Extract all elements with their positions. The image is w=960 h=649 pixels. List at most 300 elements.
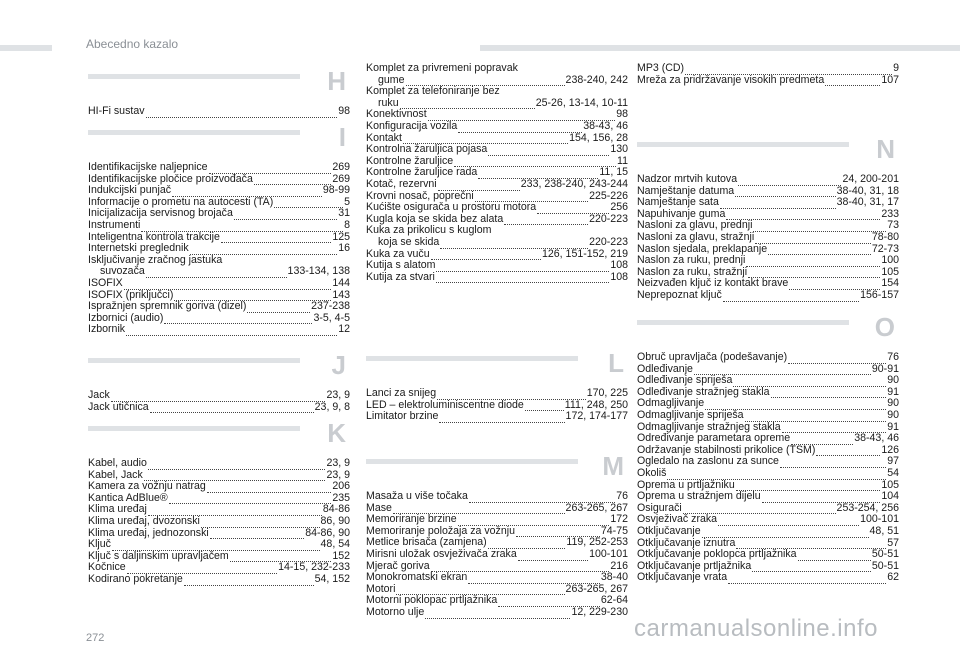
entry-label: Lanci za snijeg: [366, 387, 437, 399]
entry-list: [366, 388, 628, 423]
entry-label: ISOFIX: [88, 276, 123, 289]
entry-label: Motori: [366, 582, 396, 595]
index-entry: [637, 572, 899, 584]
entry-label: Izbornik: [88, 323, 126, 336]
entry-leader-dots: [254, 176, 331, 185]
entry-page-ref: 62: [887, 571, 899, 584]
entry-page-ref: 111, 248, 250: [564, 398, 628, 411]
index-section-i: [88, 122, 350, 336]
entry-page-ref: 76: [616, 490, 628, 502]
entry-label: Kabel, Jack: [88, 468, 143, 481]
entry-leader-dots: [753, 223, 886, 232]
index-section-continued: [637, 63, 899, 86]
entry-label: Osvježivač zraka: [637, 513, 718, 526]
entry-label: Otključavanje vrata: [637, 571, 728, 584]
entry-label: Isključivanje zračnog jastuka: [88, 253, 223, 266]
entry-page-ref: 100-101: [860, 513, 899, 526]
header-bar-left: [0, 45, 52, 51]
entry-label: Memoriranje položaja za vožnju: [366, 524, 515, 537]
section-divider: [88, 130, 300, 135]
section-header: [88, 66, 350, 106]
entry-leader-dots: [771, 389, 887, 398]
entry-page-ref: 126, 151-152, 219: [541, 247, 628, 260]
entry-list: [637, 174, 899, 302]
entry-leader-dots: [274, 199, 343, 208]
index-entry: [88, 458, 350, 470]
entry-leader-dots: [728, 575, 886, 584]
entry-page-ref: 8: [344, 218, 350, 231]
index-entry: [366, 260, 628, 272]
index-entry: [88, 324, 350, 336]
entry-label: Motorno ulje: [366, 605, 425, 618]
entry-page-ref: 97: [887, 455, 899, 468]
entry-label: Neizvađen ključ iz kontakt brave: [637, 277, 789, 290]
entry-label: Kutija za stvari: [366, 270, 435, 283]
index-entry: [637, 232, 899, 244]
header-title: Abecedno kazalo: [86, 37, 179, 51]
entry-label: Mirisni uložak osvježivača zraka: [366, 547, 517, 560]
section-letter: L: [608, 348, 624, 378]
entry-page-ref: 233, 238-240, 243-244: [520, 177, 628, 190]
entry-page-ref: 100: [881, 254, 899, 267]
entry-label: Izbornici (audio): [88, 311, 164, 324]
entry-leader-dots: [504, 216, 588, 225]
section-divider: [88, 426, 300, 431]
entry-page-ref: 220-223: [589, 235, 628, 248]
entry-label: Kantica AdBlue®: [88, 491, 168, 504]
entry-page-ref: 125: [332, 230, 350, 243]
entry-leader-dots: [454, 158, 616, 167]
entry-list: [88, 162, 350, 336]
index-entry: [637, 526, 899, 538]
entry-leader-dots: [780, 459, 886, 468]
entry-page-ref: 78-80: [871, 230, 899, 243]
entry-label: Namještanje datuma: [637, 184, 735, 197]
entry-page-ref: 50-51: [871, 548, 899, 561]
entry-page-ref: 238-240, 242: [565, 73, 628, 86]
entry-page-ref: 57: [887, 536, 899, 549]
entry-label: Nasloni za glavu, stražnji: [637, 230, 755, 243]
entry-page-ref: 133-134, 138: [287, 265, 350, 278]
entry-label: Kontakt: [366, 131, 402, 144]
section-letter: K: [327, 418, 346, 448]
entry-page-ref: 105: [881, 478, 899, 491]
entry-label: Mase: [366, 501, 392, 514]
entry-page-ref: 12: [338, 323, 350, 336]
index-entry: [637, 468, 899, 480]
entry-leader-dots: [201, 519, 320, 528]
entry-leader-dots: [825, 77, 880, 86]
entry-leader-dots: [723, 293, 859, 302]
entry-label: LED – elektroluminiscentne diode: [366, 398, 524, 411]
entry-label: Komplet za privremeni popravak: [366, 62, 518, 74]
entry-page-ref: 54, 152: [314, 572, 350, 585]
entry-page-ref: 172, 174-177: [565, 410, 628, 423]
entry-page-ref: 23, 9: [326, 457, 350, 469]
entry-label: Otključavanje prtljažnika: [637, 559, 752, 572]
index-entry: [88, 574, 350, 586]
entry-label: Odmagljivanje: [637, 397, 705, 410]
entry-label: Naslon za ruku, prednji: [637, 254, 746, 267]
entry-page-ref: 269: [332, 172, 350, 185]
entry-label: Kotač, rezervni: [366, 177, 437, 190]
entry-label: Kodirano pokretanje: [88, 572, 183, 585]
entry-label: Kuka za vuču: [366, 247, 430, 260]
index-entry: [88, 390, 350, 402]
entry-page-ref: 54: [887, 466, 899, 479]
index-entry: [366, 202, 628, 214]
entry-page-ref: 91: [887, 420, 899, 433]
section-header: [637, 312, 899, 352]
entry-label: Ključ s daljinskim upravljačem: [88, 549, 229, 562]
entry-page-ref: 152: [332, 549, 350, 562]
entry-label: Nadzor mrtvih kutova: [637, 173, 738, 185]
index-entry: [366, 572, 628, 584]
index-entry: [366, 179, 628, 191]
entry-leader-dots: [425, 610, 570, 619]
entry-label: Jack: [88, 389, 110, 401]
entry-label: Ogledalo na zaslonu za sunce: [637, 455, 779, 468]
section-letter: M: [602, 451, 624, 481]
entry-label: Održavanje stabilnosti prikolice (TSM): [637, 443, 816, 456]
entry-label: Mjerač goriva: [366, 559, 430, 572]
index-section-o: [637, 312, 899, 584]
entry-page-ref: 25-26, 13-14, 10-11: [535, 96, 628, 109]
entry-leader-dots: [746, 258, 880, 267]
entry-label: Ključ: [88, 538, 111, 551]
index-entry: [637, 410, 899, 422]
entry-label: Informacije o prometu na autocesti (TA): [88, 195, 274, 208]
index-entry: [366, 144, 628, 156]
entry-label: Kabel, audio: [88, 457, 147, 469]
entry-label: Neprepoznat ključ: [637, 288, 722, 301]
index-entry: [637, 290, 899, 302]
entry-leader-dots: [184, 577, 314, 586]
entry-leader-dots: [431, 251, 541, 260]
entry-page-ref: 130: [610, 143, 628, 156]
entry-page-ref: 23, 9: [326, 389, 350, 401]
entry-label: Kutija s alatom: [366, 259, 436, 272]
entry-page-ref: 100-101: [589, 547, 628, 560]
entry-leader-dots: [768, 246, 871, 255]
entry-page-ref: 225-226: [589, 189, 628, 202]
entry-page-ref: 91: [887, 385, 899, 398]
entry-page-ref: 38-43, 46: [854, 432, 899, 445]
entry-list: [637, 352, 899, 584]
entry-page-ref: 14-15, 232-233: [278, 561, 350, 574]
index-entry: [637, 63, 899, 75]
section-divider: [366, 356, 578, 361]
entry-page-ref: 72-73: [871, 242, 899, 255]
entry-label: Kućište osigurača u prostoru motora: [366, 201, 537, 214]
entry-page-ref: 216: [610, 559, 628, 572]
entry-page-ref: 50-51: [871, 559, 899, 572]
entry-page-ref: 48, 54: [320, 538, 350, 551]
entry-label: Kugla koja se skida bez alata: [366, 212, 504, 225]
index-entry: [88, 301, 350, 313]
entry-leader-dots: [210, 530, 305, 539]
entry-label: Motorni poklopac prtljažnika: [366, 594, 498, 607]
entry-page-ref: 263-265, 267: [565, 501, 628, 514]
index-entry: [366, 237, 628, 249]
index-entry: [637, 75, 899, 87]
index-entry: [637, 456, 899, 468]
entry-label: Internetski preglednik: [88, 242, 189, 255]
entry-page-ref: 73: [887, 219, 899, 232]
section-letter: O: [874, 312, 895, 342]
entry-leader-dots: [126, 327, 337, 336]
entry-label: Inicijalizacija servisnog brojača: [88, 207, 233, 220]
index-section-h: [88, 66, 350, 118]
index-entry: [637, 352, 899, 364]
section-divider: [637, 142, 849, 147]
entry-label: Napuhivanje guma: [637, 207, 726, 220]
entry-page-ref: 74-75: [600, 524, 628, 537]
entry-label: Odmagljivanje stražnjeg stakla: [637, 420, 781, 433]
entry-label: Kočnice: [88, 561, 126, 574]
entry-page-ref: 48, 51: [869, 524, 899, 537]
entry-label: Komplet za telefoniranje bez: [366, 85, 500, 98]
entry-page-ref: 16: [338, 242, 350, 255]
index-entry: [88, 243, 350, 255]
entry-leader-dots: [718, 517, 859, 526]
entry-label: ruku: [378, 96, 399, 109]
index-entry: [88, 313, 350, 325]
index-entry: [366, 63, 628, 75]
entry-page-ref: 126: [881, 443, 899, 456]
entry-page-ref: 86, 90: [320, 514, 350, 527]
entry-page-ref: 62-64: [600, 594, 628, 607]
section-letter: J: [331, 350, 346, 380]
index-entry: [366, 411, 628, 423]
entry-label: Memoriranje brzine: [366, 513, 457, 526]
section-divider: [88, 358, 300, 363]
entry-label: Klima uređaj, jednozonski: [88, 526, 209, 539]
entry-leader-dots: [221, 234, 331, 243]
index-entry: [88, 528, 350, 540]
section-header: [637, 134, 899, 174]
entry-leader-dots: [798, 552, 871, 561]
entry-label: Klima uređaj, dvozonski: [88, 514, 200, 527]
entry-label: Identifikacijske pločice proizvođača: [88, 172, 253, 185]
entry-page-ref: 76: [887, 351, 899, 363]
entry-label: Naslon za ruku, stražnji: [637, 265, 748, 278]
entry-page-ref: 38-40, 31, 17: [836, 196, 899, 209]
entry-label: Konektivnost: [366, 108, 427, 121]
entry-page-ref: 263-265, 267: [565, 582, 628, 595]
entry-page-ref: 220-223: [589, 212, 628, 225]
entry-label: Kontrolne žaruljice rada: [366, 166, 478, 179]
entry-page-ref: 11, 15: [599, 166, 628, 179]
entry-page-ref: 154, 156, 28: [569, 131, 628, 144]
entry-page-ref: 233: [881, 207, 899, 220]
entry-page-ref: 38-43, 46: [583, 119, 628, 132]
index-section-n: [637, 134, 899, 302]
entry-page-ref: 12, 229-230: [571, 605, 628, 618]
section-header: [88, 122, 350, 162]
entry-leader-dots: [720, 200, 836, 209]
entry-page-ref: 253-254, 256: [836, 501, 899, 514]
entry-label: Kamera za vožnju natrag: [88, 480, 206, 493]
entry-label: Otključavanje poklopca prtljažnika: [637, 548, 797, 561]
index-entry: [88, 539, 350, 551]
index-entry: [366, 491, 628, 503]
entry-label: Otključavanje: [637, 524, 701, 537]
entry-label: Kontrolne žaruljice: [366, 154, 454, 167]
entry-page-ref: 156-157: [860, 288, 899, 301]
entry-page-ref: 235: [332, 491, 350, 504]
index-entry: [366, 121, 628, 133]
entry-page-ref: 11: [617, 154, 628, 167]
entry-label: Jack utičnica: [88, 400, 149, 413]
entry-label: Inteligentna kontrola trakcije: [88, 230, 220, 243]
index-entry: [88, 402, 350, 414]
entry-page-ref: 38-40: [600, 571, 628, 584]
index-entry: [637, 174, 899, 186]
entry-page-ref: 237-238: [311, 300, 350, 313]
entry-page-ref: 107: [881, 73, 899, 86]
entry-label: koja se skida: [378, 235, 440, 248]
entry-label: Kontrolna žaruljica pojasa: [366, 143, 488, 156]
entry-label: Namještanje sata: [637, 196, 719, 209]
page-number: 272: [86, 632, 105, 644]
entry-label: Otključavanje iznutra: [637, 536, 736, 549]
index-section-l: [366, 348, 628, 423]
entry-label: Identifikacijske naljepnice: [88, 161, 208, 173]
entry-label: Krovni nosač, poprečni: [366, 189, 474, 202]
section-header: [88, 350, 350, 390]
entry-label: Oprema u prtljažniku: [637, 478, 735, 491]
entry-page-ref: 256: [610, 201, 628, 214]
watermark: carmanualsonline.info: [634, 615, 878, 642]
entry-leader-dots: [436, 274, 609, 283]
entry-label: Naslon sjedala, preklapanje: [637, 242, 768, 255]
entry-label: Monokromatski ekran: [366, 571, 468, 584]
entry-page-ref: 9: [893, 62, 899, 74]
section-letter: I: [338, 122, 346, 152]
entry-label: Metlice brisača (zamjena): [366, 536, 487, 549]
entry-leader-dots: [525, 402, 564, 411]
entry-label: Limitator brzine: [366, 410, 439, 423]
entry-page-ref: 154: [881, 277, 899, 290]
index-entry: [637, 433, 899, 445]
entry-leader-dots: [207, 484, 332, 493]
entry-leader-dots: [816, 447, 880, 456]
entry-leader-dots: [169, 495, 332, 504]
entry-label: Masaža u više točaka: [366, 490, 468, 502]
entry-label: Odleđivanje spriješa: [637, 374, 733, 387]
entry-page-ref: 98: [338, 105, 350, 117]
index-section-j: [88, 350, 350, 413]
entry-leader-dots: [234, 211, 337, 220]
index-entry: [637, 549, 899, 561]
entry-page-ref: 144: [332, 276, 350, 289]
entry-page-ref: 31: [338, 207, 350, 220]
index-section-m: [366, 451, 628, 619]
entry-leader-dots: [458, 124, 582, 133]
index-section-continued: [366, 63, 628, 283]
section-divider: [637, 320, 849, 325]
entry-page-ref: 170, 225: [586, 387, 628, 399]
index-entry: [366, 607, 628, 619]
entry-label: Odleđivanje stražnjeg stakla: [637, 385, 770, 398]
entry-label: Klima uređaj: [88, 503, 147, 516]
entry-page-ref: 206: [332, 480, 350, 493]
entry-page-ref: 119, 252-253: [566, 536, 628, 549]
header-bar-right: [480, 45, 960, 51]
entry-page-ref: 98: [616, 108, 628, 121]
entry-page-ref: 98-99: [322, 184, 350, 197]
entry-label: Određivanje parametara opreme: [637, 432, 791, 445]
entry-leader-dots: [150, 404, 314, 413]
entry-leader-dots: [738, 177, 841, 186]
entry-page-ref: 172: [610, 513, 628, 526]
index-entry: [88, 516, 350, 528]
entry-leader-dots: [164, 315, 312, 324]
entry-list: [366, 491, 628, 619]
index-entry: [88, 162, 350, 174]
entry-page-ref: 90-91: [871, 362, 899, 375]
entry-label: Obruč upravljača (podešavanje): [637, 351, 788, 363]
index-section-k: [88, 418, 350, 586]
entry-page-ref: 38-40, 31, 18: [836, 184, 899, 197]
entry-leader-dots: [755, 235, 871, 244]
entry-label: Indukcijski punjač: [88, 184, 172, 197]
entry-leader-dots: [488, 147, 609, 156]
entry-label: Instrumenti: [88, 218, 141, 231]
index-entry: [637, 255, 899, 267]
index-entry: [88, 266, 350, 278]
entry-page-ref: 3-5, 4-5: [313, 311, 350, 324]
entry-leader-dots: [735, 188, 835, 197]
entry-page-ref: 90: [887, 374, 899, 387]
index-entry: [366, 388, 628, 400]
entry-label: Konfiguracija vozila: [366, 119, 458, 132]
section-letter: H: [327, 66, 346, 96]
entry-page-ref: 84-86, 90: [305, 526, 350, 539]
entry-label: Kuka za prikolicu s kuglom: [366, 224, 492, 237]
entry-page-ref: 143: [332, 288, 350, 301]
entry-label: Oprema u stražnjem dijelu: [637, 490, 761, 503]
entry-list: [88, 458, 350, 586]
index-entry: [366, 549, 628, 561]
entry-page-ref: 108: [610, 259, 628, 272]
section-header: [88, 418, 350, 458]
index-entry: [366, 272, 628, 284]
entry-label: Odleđivanje: [637, 362, 693, 375]
section-divider: [366, 459, 578, 464]
entry-label: suvozača: [100, 265, 145, 278]
section-header: [366, 451, 628, 491]
entry-list: [88, 390, 350, 413]
entry-page-ref: 24, 200-201: [842, 173, 899, 185]
entry-label: HI-Fi sustav: [88, 105, 145, 117]
entry-label: Okoliš: [637, 466, 667, 479]
entry-label: gume: [378, 73, 405, 86]
entry-page-ref: 108: [610, 270, 628, 283]
index-entry: [88, 278, 350, 290]
entry-page-ref: 90: [887, 408, 899, 421]
entry-label: ISOFIX (priključci): [88, 288, 174, 301]
index-entry: [88, 220, 350, 232]
entry-page-ref: 105: [881, 265, 899, 278]
entry-leader-dots: [146, 269, 287, 278]
entry-page-ref: 269: [332, 161, 350, 173]
entry-leader-dots: [148, 461, 326, 470]
section-letter: N: [876, 134, 895, 164]
entry-leader-dots: [439, 414, 564, 423]
entry-page-ref: 90: [887, 397, 899, 410]
